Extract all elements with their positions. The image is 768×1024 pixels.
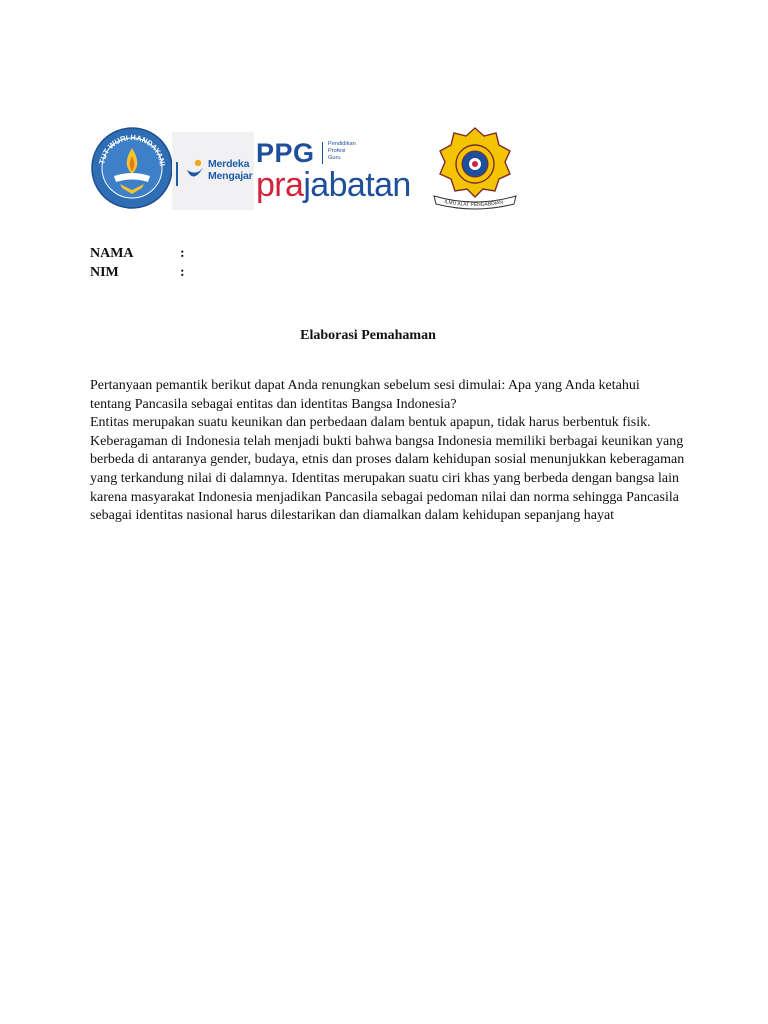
tut-wuri-handayani-logo bbox=[90, 126, 174, 210]
tutwuri-ring-text: TUT WURI HANDAYANI bbox=[97, 132, 167, 167]
body-line: Entitas merupakan suatu keunikan dan perbedaan dalam bentuk apapun, tidak harus berbentuk fisik. bbox=[90, 415, 651, 431]
ppg-sub-line1: Pendidikan bbox=[328, 141, 356, 147]
prajabatan-blue-part: jabatan bbox=[303, 166, 411, 204]
document-title: Elaborasi Pemahaman bbox=[300, 328, 436, 343]
ppg-prajabatan-logo bbox=[256, 136, 422, 210]
merdeka-line1: Merdeka bbox=[208, 158, 250, 170]
ppg-sub-line3: Guru bbox=[328, 155, 341, 161]
body-line: yang terkandung nilai di dalamnya. Identitas merupakan suatu ciri khas yang berbeda dengan bangsa lain bbox=[90, 470, 679, 486]
ppg-subtitle bbox=[328, 141, 356, 162]
body-line: Keberagaman di Indonesia telah menjadi bukti bahwa bangsa Indonesia memiliki berbagai keunikan yang bbox=[90, 433, 684, 449]
body-line: tentang Pancasila sebagai entitas dan identitas Bangsa Indonesia? bbox=[90, 396, 457, 412]
ppg-separator bbox=[322, 142, 323, 164]
logo-strip bbox=[90, 126, 530, 212]
body-line: sebagai identitas nasional harus dilestarikan dan diamalkan dalam kehidupan sepanjang hayat bbox=[90, 508, 615, 524]
name-colon: : bbox=[180, 246, 185, 261]
merdeka-mengajar-logo bbox=[172, 132, 254, 210]
unsri-ribbon-text: ILMU ALAT PENGABDIAN bbox=[443, 198, 504, 209]
unsri-logo bbox=[430, 126, 520, 212]
body-line: berbeda di antaranya gender, budaya, etnis dan proses dalam kehidupan sosial menunjukkan keberagaman bbox=[90, 452, 685, 468]
merdeka-divider bbox=[176, 162, 178, 186]
ppg-word: PPG bbox=[256, 138, 315, 168]
body-line: Pertanyaan pemantik berikut dapat Anda renungkan sebelum sesi dimulai: Apa yang Anda ketahui bbox=[90, 378, 640, 393]
merdeka-line2: Mengajar bbox=[208, 170, 253, 182]
ppg-sub-line2: Profesi bbox=[328, 148, 346, 154]
body-paragraph bbox=[90, 377, 690, 526]
merdeka-wordmark bbox=[208, 158, 253, 182]
body-line: karena masyarakat Indonesia menjadikan Pancasila sebagai pedoman nilai dan norma sehingga Pancasila bbox=[90, 489, 679, 505]
prajabatan-word bbox=[256, 166, 411, 204]
name-label: NAMA bbox=[90, 246, 134, 261]
merdeka-figure-icon bbox=[184, 158, 206, 186]
prajabatan-red-part: pra bbox=[256, 166, 304, 204]
nim-colon: : bbox=[180, 265, 185, 280]
nim-label: NIM bbox=[90, 265, 119, 280]
